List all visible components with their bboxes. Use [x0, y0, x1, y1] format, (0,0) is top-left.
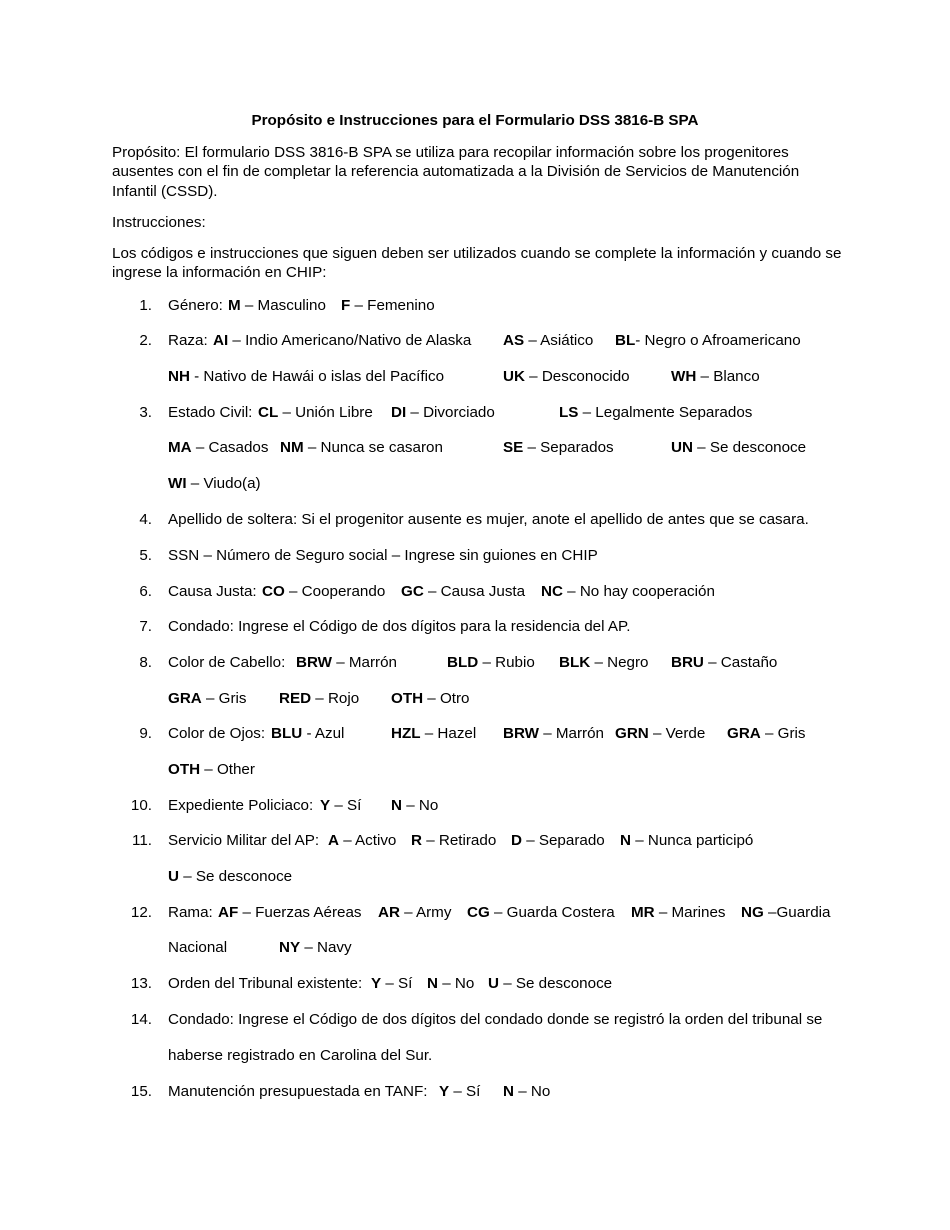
- code-description: – Castaño: [703, 654, 778, 671]
- code-entry: [228, 296, 326, 315]
- code-entry: [258, 403, 373, 422]
- item-label: Apellido de soltera: Si el progenitor ausente es mujer, anote el apellido de antes que se casara.: [168, 511, 809, 528]
- code-entry: [168, 867, 292, 886]
- code-entry: [631, 903, 726, 922]
- code-entry: [503, 367, 630, 386]
- code: BRW: [503, 725, 539, 742]
- item-label: Género:: [168, 297, 223, 314]
- code-description: – Indio Americano/Nativo de Alaska: [228, 332, 472, 349]
- code: SE: [503, 439, 524, 456]
- code: N: [427, 975, 438, 992]
- code-description: – Unión Libre: [278, 404, 373, 421]
- code-entry: [559, 403, 752, 422]
- code-entry: [279, 689, 359, 708]
- code-description: – Hazel: [420, 725, 477, 742]
- code: AS: [503, 332, 525, 349]
- code: UN: [671, 439, 693, 456]
- code-entry: [280, 438, 443, 457]
- code: UK: [503, 368, 525, 385]
- code-description: – Nunca participó: [630, 832, 754, 849]
- code-entry: [391, 403, 495, 422]
- purpose-paragraph: Propósito: El formulario DSS 3816-B SPA se utiliza para recopilar información sobre los progenitores ausentes con el fin de completar la referencia automatizada a la División de Servicios de Manutención Infantil (CSSD).: [112, 144, 800, 200]
- code-description: – Other: [200, 761, 255, 778]
- code: CO: [262, 583, 285, 600]
- code-entry: [271, 724, 344, 743]
- code-entry: [279, 938, 352, 957]
- code: BRU: [671, 654, 704, 671]
- code-entry: [213, 331, 471, 350]
- item-number: 9.: [139, 725, 152, 742]
- code-description: – Separados: [523, 439, 614, 456]
- page-title: Propósito e Instrucciones para el Formulario DSS 3816-B SPA: [251, 112, 699, 129]
- code-description: – Activo: [338, 832, 397, 849]
- item-label: Color de Cabello:: [168, 654, 286, 671]
- code-description: – Verde: [648, 725, 706, 742]
- code-entry: [467, 903, 615, 922]
- code: BLU: [271, 725, 303, 742]
- code-description: – Blanco: [696, 368, 760, 385]
- code-description: –Guardia: [763, 904, 831, 921]
- code: N: [620, 832, 631, 849]
- code: BRW: [296, 654, 332, 671]
- instructions-label: Instrucciones:: [112, 214, 206, 231]
- code-entry: [503, 1082, 550, 1101]
- code-entry: [439, 1082, 480, 1101]
- code: AI: [213, 332, 229, 349]
- code-entry: [671, 438, 806, 457]
- item-number: 6.: [139, 583, 152, 600]
- code-description: – No: [437, 975, 475, 992]
- code-description: - Nativo de Hawái o islas del Pacífico: [189, 368, 445, 385]
- code-entry: [503, 331, 593, 350]
- code-entry: [296, 653, 397, 672]
- code-entry: [620, 831, 753, 850]
- code-entry: [320, 796, 361, 815]
- code-entry: [671, 367, 760, 386]
- code-entry: [218, 903, 362, 922]
- code-entry: [391, 689, 470, 708]
- code-description: – Fuerzas Aéreas: [238, 904, 362, 921]
- code-entry: [559, 653, 648, 672]
- code-entry: [168, 760, 255, 779]
- code-description: – Army: [399, 904, 452, 921]
- code-description: – Rubio: [478, 654, 535, 671]
- code: NH: [168, 368, 190, 385]
- code: GRA: [727, 725, 761, 742]
- code-description: – Gris: [760, 725, 806, 742]
- code: GRA: [168, 690, 202, 707]
- code: N: [503, 1083, 514, 1100]
- code: NM: [280, 439, 304, 456]
- code: CG: [467, 904, 490, 921]
- code-description: – Viudo(a): [186, 475, 261, 492]
- code: WI: [168, 475, 187, 492]
- code: Y: [371, 975, 382, 992]
- code-entry: [391, 796, 438, 815]
- code: Y: [320, 797, 331, 814]
- code: A: [328, 832, 339, 849]
- code-entry: [371, 974, 412, 993]
- code: OTH: [168, 761, 201, 778]
- item-label: Servicio Militar del AP:: [168, 832, 320, 849]
- code-description: – Masculino: [240, 297, 326, 314]
- code-description: – Divorciado: [406, 404, 495, 421]
- code-entry: [391, 724, 476, 743]
- item-label: Nacional: [168, 939, 228, 956]
- item-number: 12.: [130, 904, 152, 921]
- code: AR: [378, 904, 400, 921]
- code: DI: [391, 404, 407, 421]
- code-entry: [328, 831, 396, 850]
- item-number: 4.: [139, 511, 152, 528]
- code-description: – Rojo: [311, 690, 360, 707]
- code: MR: [631, 904, 655, 921]
- code-description: – No: [513, 1083, 551, 1100]
- code-description: – Sí: [449, 1083, 481, 1100]
- code-entry: [741, 903, 830, 922]
- code: AF: [218, 904, 239, 921]
- code-description: – Cooperando: [284, 583, 386, 600]
- code: HZL: [391, 725, 421, 742]
- code: M: [228, 297, 241, 314]
- code: CL: [258, 404, 279, 421]
- code-description: - Negro o Afroamericano: [635, 332, 801, 349]
- item-label: Orden del Tribunal existente:: [168, 975, 363, 992]
- code-entry: [168, 689, 246, 708]
- code: WH: [671, 368, 697, 385]
- item-label: Color de Ojos:: [168, 725, 266, 742]
- item-number: 13.: [130, 975, 152, 992]
- code-description: – Desconocido: [524, 368, 630, 385]
- code-description: – Separado: [521, 832, 605, 849]
- code-entry: [541, 582, 715, 601]
- item-number: 7.: [139, 618, 152, 635]
- code-entry: [488, 974, 612, 993]
- item-label: Causa Justa:: [168, 583, 257, 600]
- code-entry: [503, 724, 604, 743]
- code-entry: [671, 653, 777, 672]
- code: NC: [541, 583, 563, 600]
- code-description: – Navy: [300, 939, 352, 956]
- code-entry: [615, 331, 801, 350]
- code-description: – Retirado: [421, 832, 497, 849]
- item-label: Raza:: [168, 332, 208, 349]
- code-description: - Azul: [302, 725, 345, 742]
- code-description: – Se desconoce: [178, 868, 293, 885]
- item-number: 3.: [139, 404, 152, 421]
- item-number: 15.: [130, 1083, 152, 1100]
- code: RED: [279, 690, 312, 707]
- code: BL: [615, 332, 636, 349]
- item-label: SSN – Número de Seguro social – Ingrese sin guiones en CHIP: [168, 547, 598, 564]
- code: U: [168, 868, 179, 885]
- item-label: Condado: Ingrese el Código de dos dígitos para la residencia del AP.: [168, 618, 631, 635]
- code-description: – Se desconoce: [692, 439, 807, 456]
- code-description: – Marrón: [332, 654, 397, 671]
- code: OTH: [391, 690, 424, 707]
- item-label: Expediente Policiaco:: [168, 797, 314, 814]
- code-entry: [503, 438, 614, 457]
- code-description: – Marrón: [539, 725, 604, 742]
- item-label: Rama:: [168, 904, 213, 921]
- code-description: – Nunca se casaron: [303, 439, 443, 456]
- code-entry: [378, 903, 451, 922]
- code-description: – Femenino: [350, 297, 435, 314]
- code-description: – Asiático: [524, 332, 594, 349]
- code-description: – Legalmente Separados: [578, 404, 753, 421]
- item-number: 11.: [132, 832, 152, 849]
- item-label: Estado Civil:: [168, 404, 253, 421]
- code-description: – Causa Justa: [423, 583, 526, 600]
- code-entry: [168, 438, 268, 457]
- item-number: 5.: [139, 547, 152, 564]
- code-description: – No: [401, 797, 439, 814]
- code-description: – Casados: [191, 439, 269, 456]
- code: D: [511, 832, 522, 849]
- code-description: – Se desconoce: [498, 975, 613, 992]
- code: N: [391, 797, 402, 814]
- item-label: Condado: Ingrese el Código de dos dígitos del condado donde se registró la orden del tribunal se: [168, 1011, 823, 1028]
- code-entry: [262, 582, 385, 601]
- code-description: – Negro: [590, 654, 649, 671]
- code-entry: [168, 367, 444, 386]
- code-entry: [447, 653, 535, 672]
- item-label: Manutención presupuestada en TANF:: [168, 1083, 428, 1100]
- code-entry: [427, 974, 474, 993]
- code: BLD: [447, 654, 479, 671]
- code-entry: [411, 831, 496, 850]
- code-description: – Marines: [654, 904, 726, 921]
- code: GC: [401, 583, 424, 600]
- code-entry: [727, 724, 805, 743]
- item-number: 1.: [139, 297, 152, 314]
- code-description: – Guarda Costera: [489, 904, 615, 921]
- item-number: 10.: [130, 797, 152, 814]
- code: LS: [559, 404, 579, 421]
- item-number: 2.: [139, 332, 152, 349]
- code-description: – Otro: [423, 690, 470, 707]
- code-description: – Gris: [201, 690, 247, 707]
- code-entry: [168, 474, 261, 493]
- code-entry: [511, 831, 605, 850]
- code: GRN: [615, 725, 649, 742]
- code-entry: [401, 582, 525, 601]
- item-label: haberse registrado en Carolina del Sur.: [168, 1047, 433, 1064]
- code: F: [341, 297, 351, 314]
- code: BLK: [559, 654, 591, 671]
- code-description: – No hay cooperación: [562, 583, 715, 600]
- item-number: 14.: [130, 1011, 152, 1028]
- item-number: 8.: [139, 654, 152, 671]
- code-description: – Sí: [330, 797, 362, 814]
- code: U: [488, 975, 499, 992]
- code-description: – Sí: [381, 975, 413, 992]
- code-entry: [615, 724, 705, 743]
- code: R: [411, 832, 422, 849]
- code: MA: [168, 439, 192, 456]
- code-entry: [341, 296, 435, 315]
- code: Y: [439, 1083, 450, 1100]
- code: NG: [741, 904, 764, 921]
- intro-paragraph: Los códigos e instrucciones que siguen deben ser utilizados cuando se complete la información y cuando se ingrese la información en CHIP:: [112, 245, 842, 282]
- code: NY: [279, 939, 301, 956]
